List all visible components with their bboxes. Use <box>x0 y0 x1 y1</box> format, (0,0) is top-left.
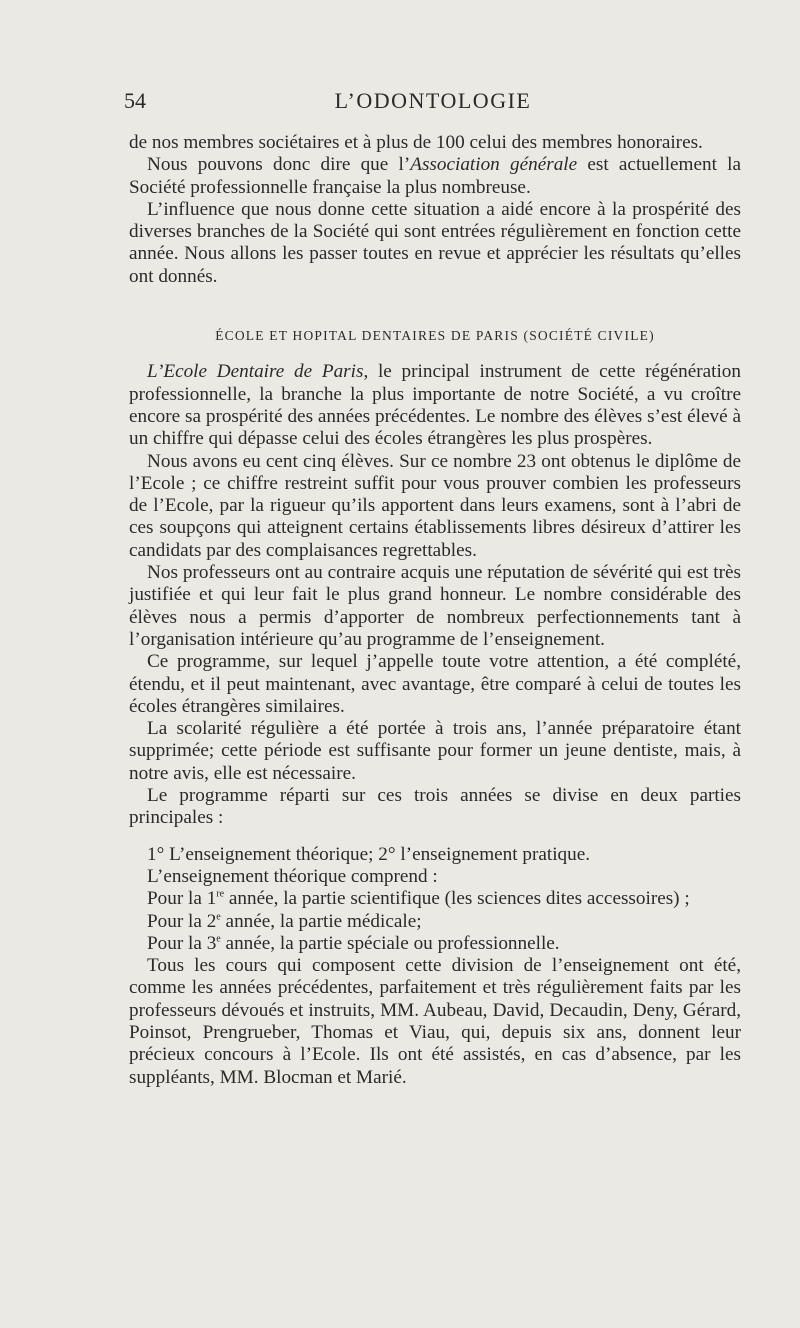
paragraph <box>129 361 741 450</box>
paragraph: de nos membres sociétaires et à plus de 100 celui des membres honoraires. <box>129 132 703 153</box>
paragraph: 1° L’enseignement théorique; 2° l’enseignement pratique. <box>147 843 591 865</box>
paragraph <box>129 154 741 199</box>
section-heading: ÉCOLE ET HOPITAL DENTAIRES DE PARIS (SOCIÉTÉ CIVILE) <box>215 328 655 344</box>
spacer <box>129 830 741 844</box>
paragraph: Nous avons eu cent cinq élèves. Sur ce nombre 23 ont obtenus le diplôme de l’Ecole ; ce chiffre restreint suffit pour vous prouver combien les professeurs de l’Ecole, par la rigueur qu’ils apportent dans leurs examens, sont à l’abri de ces soupçons qui atteignent certains établissements libres désireux d’attirer les candidats par des complaisances regrettables. <box>129 450 741 561</box>
paragraph: L’enseignement théorique comprend : <box>147 865 438 887</box>
paragraph <box>129 911 741 933</box>
text-run: , le principal instrument de cette régénération professionnelle, la branche la plus importante de notre Société, a vu croître encore sa prospérité des années précédentes. Le nombre des élèves s’est élevé à un chiffre qui dépasse celui des écoles étrangères les plus prospères. <box>129 361 741 450</box>
paragraph: L’influence que nous donne cette situation a aidé encore à la prospérité des diverses branches de la Société qui sont entrées régulièrement en fonction cette année. Nous allons les passer toutes en revue et apprécier les résultats qu’elles ont donnés. <box>129 198 741 287</box>
text-run: année, la partie médicale; <box>220 910 422 932</box>
paragraph <box>129 888 741 910</box>
page-number: 54 <box>124 88 146 113</box>
paragraph <box>129 933 741 955</box>
paragraph: La scolarité régulière a été portée à trois ans, l’année préparatoire étant supprimée; cette période est suffisante pour former un jeune dentiste, mais, à notre avis, elle est nécessaire. <box>129 718 741 784</box>
text-run: Pour la 1 <box>147 888 217 910</box>
text-run: année, la partie spéciale ou professionnelle. <box>220 932 560 954</box>
paragraph: Ce programme, sur lequel j’appelle toute votre attention, a été complété, étendu, et il peut maintenant, avec avantage, être comparé à celui de toutes les écoles étrangères similaires. <box>129 651 741 717</box>
running-title: L’ODONTOLOGIE <box>334 88 532 113</box>
text-run: est actuellement la Société professionnelle française la plus nombreuse. <box>129 154 742 198</box>
superscript: e <box>216 933 221 945</box>
text-run: Nous pouvons donc dire que l’ <box>147 154 411 176</box>
paragraph: Tous les cours qui composent cette division de l’enseignement ont été, comme les années précédentes, parfaitement et très régulièrement faits par les professeurs dévoués et instruits, MM. Aubeau, David, Decaudin, Deny, Gérard, Poinsot, Prengrueber, Thomas et Viau, qui, depuis six ans, donnent leur précieux concours à l’Ecole. Ils ont été assistés, en cas d’absence, par les suppléants, MM. Blocman et Marié. <box>129 955 741 1088</box>
body-text <box>129 132 741 1089</box>
superscript: re <box>216 888 225 900</box>
paragraph: Le programme réparti sur ces trois années se divise en deux parties principales : <box>129 785 741 829</box>
superscript: e <box>216 911 221 923</box>
text-run: Pour la 3 <box>147 932 217 954</box>
text-run: Pour la 2 <box>147 910 217 932</box>
text-run: année, la partie scientifique (les sciences dites accessoires) ; <box>224 888 690 910</box>
paragraph: Nos professeurs ont au contraire acquis une réputation de sévérité qui est très justifiée et qui leur fait le plus grand honneur. Le nombre considérable des élèves nous a permis d’apporter de nombreux perfectionnements tant à l’organisation intérieure qu’au programme de l’enseignement. <box>129 562 741 650</box>
italic-title: Association générale <box>410 154 578 176</box>
page-header <box>124 88 742 122</box>
italic-title: L’Ecole Dentaire de Paris <box>147 361 364 383</box>
